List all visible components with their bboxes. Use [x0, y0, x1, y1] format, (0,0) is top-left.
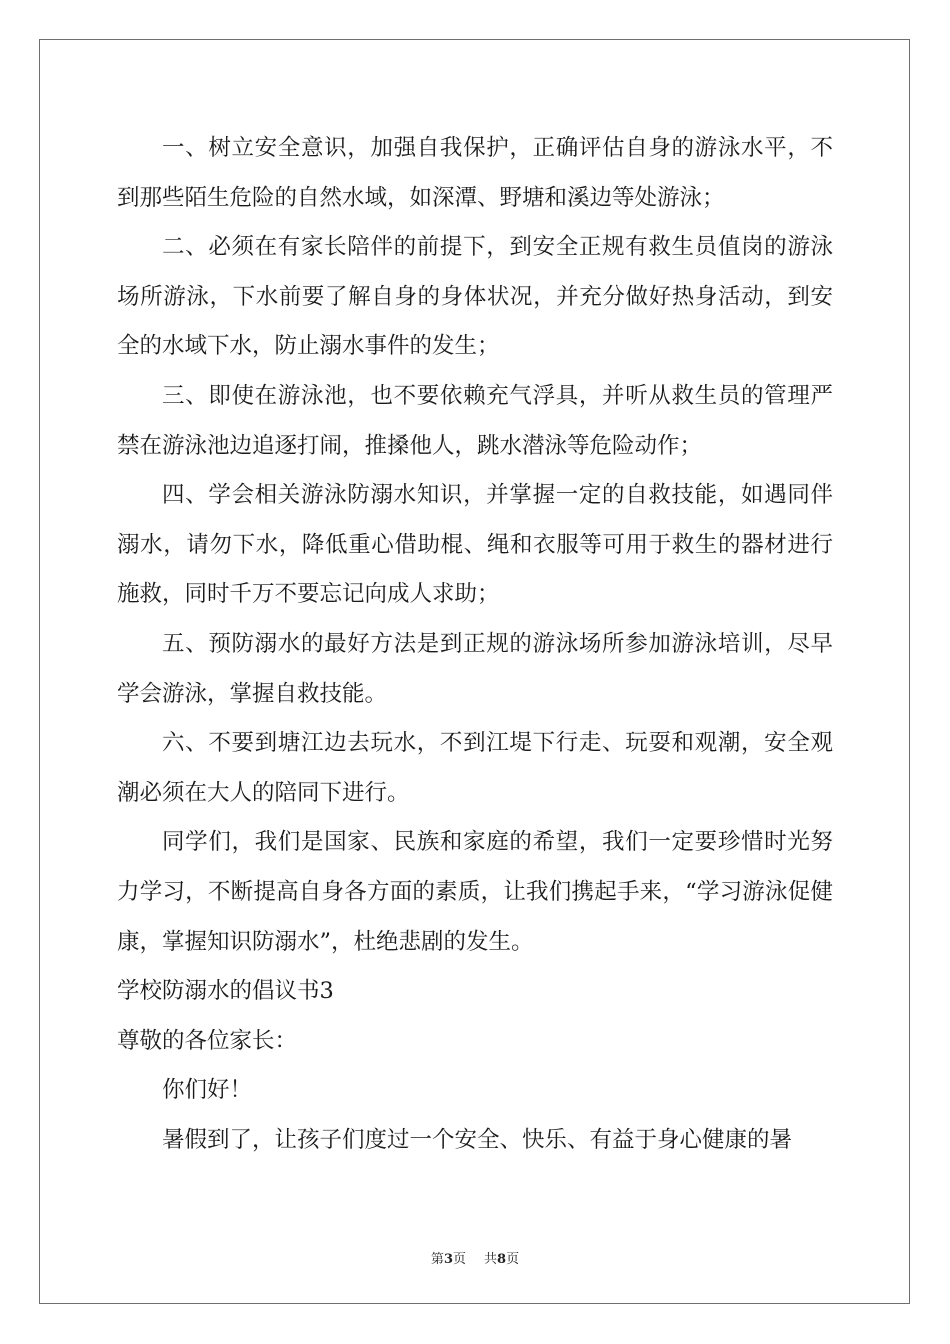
- paragraph-item-3: 三、即使在游泳池，也不要依赖充气浮具，并听从救生员的管理严禁在游泳池边追逐打闹，推搡他人，跳水潜泳等危险动作；: [117, 382, 833, 459]
- paragraph-summer-intro: 暑假到了，让孩子们度过一个安全、快乐、有益于身心健康的暑: [162, 1126, 793, 1153]
- paragraph-item-1: 一、树立安全意识，加强自我保护，正确评估自身的游泳水平，不到那些陌生危险的自然水域，如深潭、野塘和溪边等处游泳；: [117, 135, 833, 211]
- paragraph-item-4: 四、学会相关游泳防溺水知识，并掌握一定的自救技能，如遇同伴溺水，请勿下水，降低重心借助棍、绳和衣服等可用于救生的器材进行施救，同时千万不要忘记向成人求助；: [117, 482, 833, 608]
- salutation: 尊敬的各位家长：: [117, 1027, 298, 1054]
- section-heading: 学校防溺水的倡议书3: [117, 978, 334, 1005]
- greeting: 你们好！: [162, 1077, 253, 1104]
- document-body: [117, 124, 833, 1165]
- page-number: 第3页: [430, 1252, 466, 1267]
- paragraph-item-2: 二、必须在有家长陪伴的前提下，到安全正规有救生员值岗的游泳场所游泳，下水前要了解自身的身体状况，并充分做好热身活动，到安全的水域下水，防止溺水事件的发生；: [117, 234, 833, 360]
- paragraph-item-5: 五、预防溺水的最好方法是到正规的游泳场所参加游泳培训，尽早学会游泳，掌握自救技能。: [117, 630, 833, 707]
- page-total: 共8页: [484, 1252, 520, 1267]
- page-footer: [0, 1248, 950, 1267]
- paragraph-closing-appeal: 同学们，我们是国家、民族和家庭的希望，我们一定要珍惜时光努力学习，不断提高自身各方面的素质，让我们携起手来，“学习游泳促健康，掌握知识防溺水”，杜绝悲剧的发生。: [117, 829, 833, 955]
- paragraph-item-6: 六、不要到塘江边去玩水，不到江堤下行走、玩耍和观潮，安全观潮必须在大人的陪同下进行。: [117, 730, 833, 806]
